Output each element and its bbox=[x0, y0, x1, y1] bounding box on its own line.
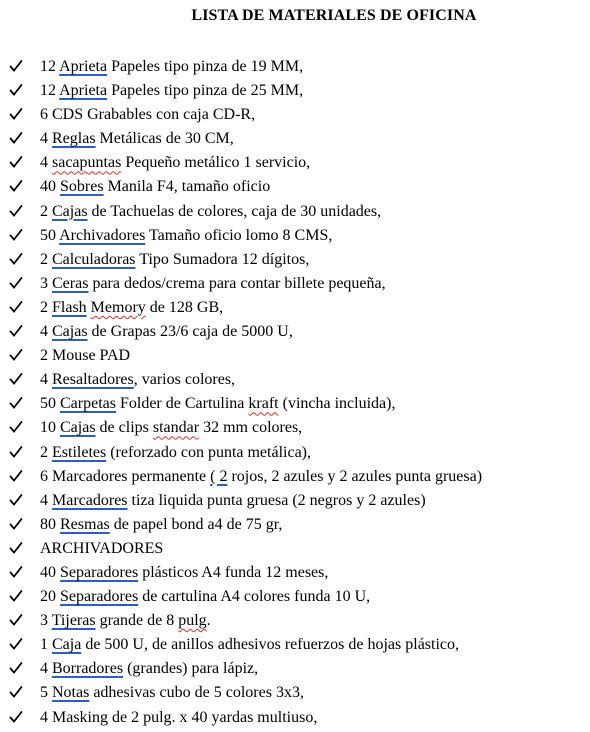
text-run: Metálicas de 30 CM, bbox=[95, 130, 234, 148]
spelling-flagged-word: pulg bbox=[178, 612, 207, 630]
grammar-flagged-word: Aprieta bbox=[59, 82, 108, 100]
list-item bbox=[0, 394, 590, 418]
text-run: tiza liquida punta gruesa (2 negros y 2 azules) bbox=[127, 491, 426, 509]
text-run: 40 bbox=[40, 178, 60, 196]
list-item-text bbox=[40, 275, 386, 293]
list-item-text bbox=[40, 347, 130, 365]
list-item-text bbox=[40, 178, 270, 196]
list-item-text bbox=[40, 323, 293, 341]
checkmark-icon bbox=[9, 420, 23, 434]
checkmark-icon bbox=[9, 613, 23, 627]
spelling-flagged-word: standar bbox=[152, 419, 200, 437]
text-run: . bbox=[206, 612, 211, 630]
list-item bbox=[0, 418, 590, 442]
materials-list bbox=[0, 57, 590, 732]
checkmark-icon bbox=[9, 469, 23, 483]
grammar-flagged-word: Reglas bbox=[52, 130, 96, 148]
list-item-text bbox=[40, 395, 395, 413]
text-run: Manila F4, tamaño oficio bbox=[103, 178, 271, 196]
list-item bbox=[0, 346, 590, 370]
list-item bbox=[0, 443, 590, 467]
text-run: 4 bbox=[40, 130, 52, 148]
grammar-flagged-word: Archivadores bbox=[59, 226, 146, 244]
list-item-text bbox=[40, 251, 309, 269]
text-run: Pequeño metálico 1 servicio, bbox=[121, 154, 311, 172]
text-run: (reforzado con punta metálica), bbox=[106, 443, 311, 461]
checkmark-icon bbox=[9, 228, 23, 242]
grammar-flagged-word: Separadores bbox=[60, 588, 139, 606]
grammar-flagged-word: Carpetas bbox=[60, 395, 116, 413]
text-run: 2 bbox=[40, 298, 52, 316]
text-run: (grandes) para lápiz, bbox=[123, 660, 259, 678]
text-run: 32 mm colores, bbox=[199, 419, 303, 437]
grammar-flagged-word: Sobres bbox=[60, 178, 104, 196]
text-run: 4 bbox=[40, 154, 52, 172]
list-item bbox=[0, 105, 590, 129]
checkmark-icon bbox=[9, 300, 23, 314]
list-item-text bbox=[40, 444, 311, 462]
text-run: 4 bbox=[40, 323, 52, 341]
list-item bbox=[0, 491, 590, 515]
grammar-flagged-word: Borradores bbox=[52, 660, 124, 678]
list-item bbox=[0, 322, 590, 346]
list-item bbox=[0, 129, 590, 153]
list-item-text bbox=[40, 636, 459, 654]
checkmark-icon bbox=[9, 179, 23, 193]
list-item-text bbox=[40, 106, 255, 124]
text-run: 1 bbox=[40, 636, 52, 654]
grammar-flagged-word: Separadores bbox=[60, 563, 139, 581]
text-run: 40 bbox=[40, 563, 60, 581]
text-run: 50 bbox=[40, 226, 60, 244]
list-item-text bbox=[40, 564, 328, 582]
list-item bbox=[0, 370, 590, 394]
checkmark-icon bbox=[9, 445, 23, 459]
text-run: 80 bbox=[40, 515, 60, 533]
spelling-flagged-word: Memory bbox=[90, 298, 146, 316]
text-run: de 128 GB, bbox=[145, 298, 224, 316]
grammar-flagged-word: ( 2 bbox=[210, 467, 228, 485]
list-item-text bbox=[40, 371, 235, 389]
list-item bbox=[0, 587, 590, 611]
list-item-text bbox=[40, 154, 310, 172]
text-run: de clips bbox=[95, 419, 153, 437]
checkmark-icon bbox=[9, 155, 23, 169]
grammar-flagged-word: Caja bbox=[52, 636, 82, 654]
text-run: 5 bbox=[40, 684, 52, 702]
grammar-flagged-word: Resaltadores bbox=[52, 371, 134, 389]
list-item-text bbox=[40, 58, 303, 76]
checkmark-icon bbox=[9, 637, 23, 651]
text-run: de papel bond a4 de 75 gr, bbox=[109, 515, 283, 533]
list-item-text bbox=[40, 419, 302, 437]
grammar-flagged-word: Ceras bbox=[52, 274, 89, 292]
list-item-text bbox=[40, 227, 332, 245]
text-run: 4 bbox=[40, 371, 52, 389]
text-run: 12 bbox=[40, 58, 60, 75]
grammar-flagged-word: Cajas bbox=[52, 323, 88, 341]
text-run: de Grapas 23/6 caja de 5000 U, bbox=[87, 323, 293, 341]
grammar-flagged-word: Resmas bbox=[60, 515, 110, 533]
checkmark-icon bbox=[9, 372, 23, 386]
checkmark-icon bbox=[9, 204, 23, 218]
list-item-text bbox=[40, 299, 223, 317]
text-run: 20 bbox=[40, 588, 60, 606]
list-item bbox=[0, 467, 590, 491]
grammar-flagged-word: Notas bbox=[52, 684, 90, 702]
list-item-text bbox=[40, 540, 163, 558]
grammar-flagged-word: Cajas bbox=[60, 419, 96, 437]
text-run: rojos, 2 azules y 2 azules punta gruesa) bbox=[227, 467, 483, 485]
text-run: para dedos/crema para contar billete pequeña, bbox=[88, 274, 386, 292]
checkmark-icon bbox=[9, 131, 23, 145]
checkmark-icon bbox=[9, 324, 23, 338]
checkmark-icon bbox=[9, 710, 23, 724]
checkmark-icon bbox=[9, 541, 23, 555]
text-run: de cartulina A4 colores funda 10 U, bbox=[138, 588, 371, 606]
list-item-text bbox=[40, 709, 317, 727]
list-item bbox=[0, 611, 590, 635]
checkmark-icon bbox=[9, 396, 23, 410]
list-item bbox=[0, 274, 590, 298]
list-item-text bbox=[40, 588, 370, 606]
list-item bbox=[0, 81, 590, 105]
text-run: 3 bbox=[40, 274, 52, 292]
text-run: Tamaño oficio lomo 8 CMS, bbox=[145, 226, 333, 244]
checkmark-icon bbox=[9, 107, 23, 121]
spelling-flagged-word: kraft bbox=[248, 395, 279, 413]
page-title: LISTA DE MATERIALES DE OFICINA bbox=[191, 7, 477, 24]
checkmark-icon bbox=[9, 348, 23, 362]
text-run: 50 bbox=[40, 395, 60, 413]
list-item bbox=[0, 539, 590, 563]
text-run: 2 bbox=[40, 202, 52, 220]
list-item-text bbox=[40, 516, 282, 534]
text-run: 2 bbox=[40, 443, 52, 461]
list-item-text bbox=[40, 612, 211, 630]
list-item bbox=[0, 202, 590, 226]
text-run: 12 bbox=[40, 82, 60, 100]
checkmark-icon bbox=[9, 59, 23, 73]
text-run: de 500 U, de anillos adhesivos refuerzos de hojas plástico, bbox=[81, 636, 460, 654]
list-item bbox=[0, 683, 590, 707]
text-run: , varios colores, bbox=[133, 371, 236, 389]
checkmark-icon bbox=[9, 83, 23, 97]
text-run: 3 bbox=[40, 612, 52, 630]
grammar-flagged-word: Tijeras bbox=[51, 612, 96, 630]
text-run: plásticos A4 funda 12 meses, bbox=[138, 563, 329, 581]
list-item-text bbox=[40, 660, 258, 678]
text-run: 2 Mouse PAD bbox=[40, 347, 131, 365]
grammar-flagged-word: Marcadores bbox=[52, 491, 128, 509]
list-item-text bbox=[40, 82, 303, 100]
checkmark-icon bbox=[9, 589, 23, 603]
text-run: 10 bbox=[40, 419, 60, 437]
list-item-text bbox=[40, 492, 426, 510]
text-run: (vincha incluida), bbox=[278, 395, 396, 413]
text-run: 4 bbox=[40, 660, 52, 678]
checkmark-icon bbox=[9, 252, 23, 266]
checkmark-icon bbox=[9, 493, 23, 507]
list-item-text bbox=[40, 130, 234, 148]
grammar-flagged-word: Aprieta bbox=[59, 58, 108, 75]
text-run: 6 CDS Grabables con caja CD-R, bbox=[40, 106, 256, 124]
list-item bbox=[0, 250, 590, 274]
checkmark-icon bbox=[9, 685, 23, 699]
grammar-flagged-word: Flash bbox=[52, 298, 87, 316]
text-run: adhesivas cubo de 5 colores 3x3, bbox=[89, 684, 304, 702]
list-item bbox=[0, 708, 590, 732]
text-run: 2 bbox=[40, 250, 52, 268]
text-run: ARCHIVADORES bbox=[40, 539, 164, 557]
list-item bbox=[0, 153, 590, 177]
checkmark-icon bbox=[9, 276, 23, 290]
text-run: de Tachuelas de colores, caja de 30 unidades, bbox=[87, 202, 382, 220]
spelling-flagged-word: sacapuntas bbox=[52, 154, 122, 172]
text-run: 4 bbox=[40, 491, 52, 509]
text-run: Papeles tipo pinza de 25 MM, bbox=[107, 82, 304, 100]
text-run: 6 Marcadores permanente bbox=[40, 467, 211, 485]
text-run: 4 Masking de 2 pulg. x 40 yardas multiuso, bbox=[40, 708, 318, 726]
list-item bbox=[0, 515, 590, 539]
list-item-text bbox=[40, 684, 304, 702]
grammar-flagged-word: Cajas bbox=[52, 202, 88, 220]
list-item bbox=[0, 177, 590, 201]
list-item bbox=[0, 563, 590, 587]
text-run: grande de 8 bbox=[95, 612, 179, 630]
text-run: Papeles tipo pinza de 19 MM, bbox=[107, 58, 304, 75]
text-run: Folder de Cartulina bbox=[115, 395, 249, 413]
text-run: Tipo Sumadora 12 dígitos, bbox=[135, 250, 310, 268]
list-item bbox=[0, 635, 590, 659]
checkmark-icon bbox=[9, 661, 23, 675]
checkmark-icon bbox=[9, 565, 23, 579]
checkmark-icon bbox=[9, 517, 23, 531]
list-item bbox=[0, 298, 590, 322]
list-item bbox=[0, 226, 590, 250]
grammar-flagged-word: Estiletes bbox=[52, 443, 107, 461]
list-item-text bbox=[40, 468, 482, 486]
list-item bbox=[0, 57, 590, 81]
list-item bbox=[0, 659, 590, 683]
list-item-text bbox=[40, 203, 381, 221]
grammar-flagged-word: Calculadoras bbox=[52, 250, 136, 268]
